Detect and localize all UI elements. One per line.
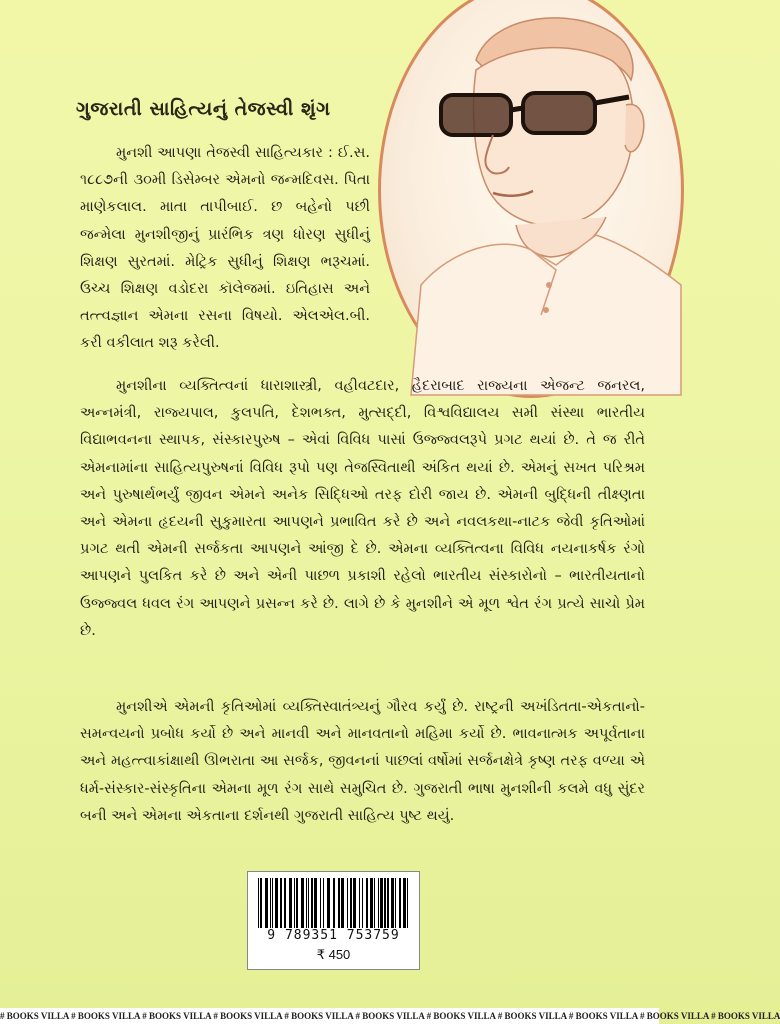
barcode-stripe bbox=[308, 878, 309, 928]
paragraph-legacy: મુનશીએ એમની કૃતિઓમાં વ્યક્તિસ્વાતંત્ર્યનું ગૌરવ કર્યું છે. રાષ્ટ્રની અખંડિતતા-એકતાનો-સમન્વયનો પ્રબોધ કર્યો છે અને માનવી અને માનવતાનો મહિમા કર્યો છે. ભાવનાત્મક અપૂર્વતાના અને મહત્ત્વાકાંક્ષાથી ઊભરાતા આ સર્જક, જીવનનાં પાછલાં વર્ષોમાં સર્જનક્ષેત્રે કૃષ્ણ તરફ વળ્યા એ ધર્મ-સંસ્કાર-સંસ્કૃતિના એમના મૂળ રંગ સાથે સમુચિત છે. ગુજરાતી ભાષા મુનશીની કલમે વધુ સુંદર બની અને એમના એકતાના દર્શનથી ગુજરાતી સાહિત્ય પુષ્ટ થયું. bbox=[80, 699, 645, 824]
barcode-stripe bbox=[387, 878, 389, 928]
barcode-stripe bbox=[350, 878, 352, 928]
barcode-stripe bbox=[370, 878, 373, 928]
barcode-stripe bbox=[301, 878, 304, 928]
barcode-stripe bbox=[380, 878, 383, 928]
barcode-stripe bbox=[362, 878, 363, 928]
barcode-stripe bbox=[341, 878, 344, 928]
barcode-stripe bbox=[327, 878, 330, 928]
barcode-stripe bbox=[359, 878, 360, 928]
footer-watermark: # BOOKS VILLA # BOOKS VILLA # BOOKS VILLA # BOOKS VILLA # BOOKS VILLA # BOOKS VILLA # BOOKS VILLA # BOOKS VILLA # BOOKS VILLA # BOOKS VILLA # BOOKS VILLA bbox=[0, 1008, 659, 1024]
barcode-stripe bbox=[391, 878, 394, 928]
paragraph-biography: મુનશી આપણા તેજસ્વી સાહિત્યકાર : ઈ.સ. ૧૮૮૭ની ૩૦મી ડિસેમ્બર એમનો જન્મદિવસ. પિતા માણેકલાલ. માતા તાપીબાઈ. છ બહેનો પછી જન્મેલા મુનશીજીનું પ્રારંભિક ત્રણ ધોરણ સુધીનું શિક્ષણ સુરતમાં. મેટ્રિક સુધીનું શિક્ષણ ભરૂચમાં. ઉચ્ચ શિક્ષણ વડોદરા કૉલેજમાં. ઇતિહાસ અને તત્ત્વજ્ઞાન એમના રસના વિષયો. એલએલ.બી. કરી વકીલાત શરૂ કરેલી. bbox=[80, 145, 370, 352]
barcode-stripe bbox=[399, 878, 401, 928]
barcode-stripe bbox=[272, 878, 273, 928]
barcode-stripe bbox=[258, 878, 259, 928]
barcode-stripe bbox=[353, 878, 356, 928]
barcode-stripe bbox=[289, 878, 292, 928]
barcode-stripe bbox=[333, 878, 335, 928]
book-title: ગુજરાતી સાહિત્યનું તેજસ્વી શૃંગ bbox=[76, 98, 331, 120]
barcode-stripe bbox=[306, 878, 307, 928]
barcode-stripe bbox=[314, 878, 317, 928]
barcode-stripe bbox=[284, 878, 286, 928]
barcode-stripe bbox=[275, 878, 278, 928]
barcode-stripe bbox=[296, 878, 298, 928]
barcode-stripe bbox=[407, 878, 408, 928]
barcode-bars bbox=[256, 878, 411, 928]
barcode-stripe bbox=[323, 878, 324, 928]
barcode-stripe bbox=[270, 878, 271, 928]
barcode-stripe bbox=[260, 878, 262, 928]
barcode-stripe bbox=[265, 878, 268, 928]
barcode-stripe bbox=[374, 878, 375, 928]
barcode-stripe bbox=[403, 878, 406, 928]
paragraph-personality: મુનશીના વ્યક્તિત્વનાં ધારાશાસ્ત્રી, વહીવટદાર, હૈદરાબાદ રાજ્યના એજન્ટ જનરલ, અન્નમંત્રી, રાજ્યપાલ, કુલપતિ, દેશભક્ત, મુત્સદ્દી, વિશ્વવિદ્યાલય સમી સંસ્થા ભારતીય વિદ્યાભવનના સ્થાપક, સંસ્કારપુરુષ – એવાં વિવિધ પાસાં ઉજ્જ્વલરૂપે પ્રગટ થયાં છે. તે જ રીતે એમનામાંના સાહિત્યપુરુષનાં વિવિધ રૂપો પણ તેજસ્વિતાથી અંકિત થયાં છે. એમનું સખત પરિશ્રમ અને પુરુષાર્થભર્યું જીવન એમને અનેક સિદ્ધિઓ તરફ દોરી જાય છે. એમની બુદ્ધિની તીક્ષ્ણતા અને એમના હૃદયની સુકુમારતા આપણને પ્રભાવિત કરે છે અને નવલકથા-નાટક જેવી કૃતિઓમાં પ્રગટ થતી એમની સર્જકતા આપણને આંજી દે છે. એમના વ્યક્તિત્વના વિવિધ નયનાકર્ષક રંગો આપણને પુલકિત કરે છે અને એની પાછળ પ્રકાશી રહેલો ભારતીય સંસ્કારોનો – ભારતીયતાનો ઉજ્જ્વલ ધવલ રંગ આપણને પ્રસન્ન કરે છે. લાગે છે કે મુનશીને એ મૂળ શ્વેત રંગ પ્રત્યે સાચો પ્રેમ છે. bbox=[80, 378, 645, 639]
barcode-stripe bbox=[384, 878, 386, 928]
barcode-stripe bbox=[311, 878, 313, 928]
barcode-stripe bbox=[378, 878, 379, 928]
barcode-stripe bbox=[280, 878, 282, 928]
barcode-stripe bbox=[294, 878, 295, 928]
barcode-stripe bbox=[338, 878, 340, 928]
portrait-sketch bbox=[381, 0, 681, 395]
price-label: ₹ 450 bbox=[316, 947, 351, 962]
barcode-label bbox=[247, 871, 420, 970]
barcode-stripe bbox=[347, 878, 348, 928]
isbn-number: 9 789351 753759 bbox=[267, 928, 400, 943]
barcode-stripe bbox=[320, 878, 321, 928]
author-portrait bbox=[378, 0, 684, 398]
barcode-stripe bbox=[395, 878, 396, 928]
barcode-stripe bbox=[366, 878, 368, 928]
